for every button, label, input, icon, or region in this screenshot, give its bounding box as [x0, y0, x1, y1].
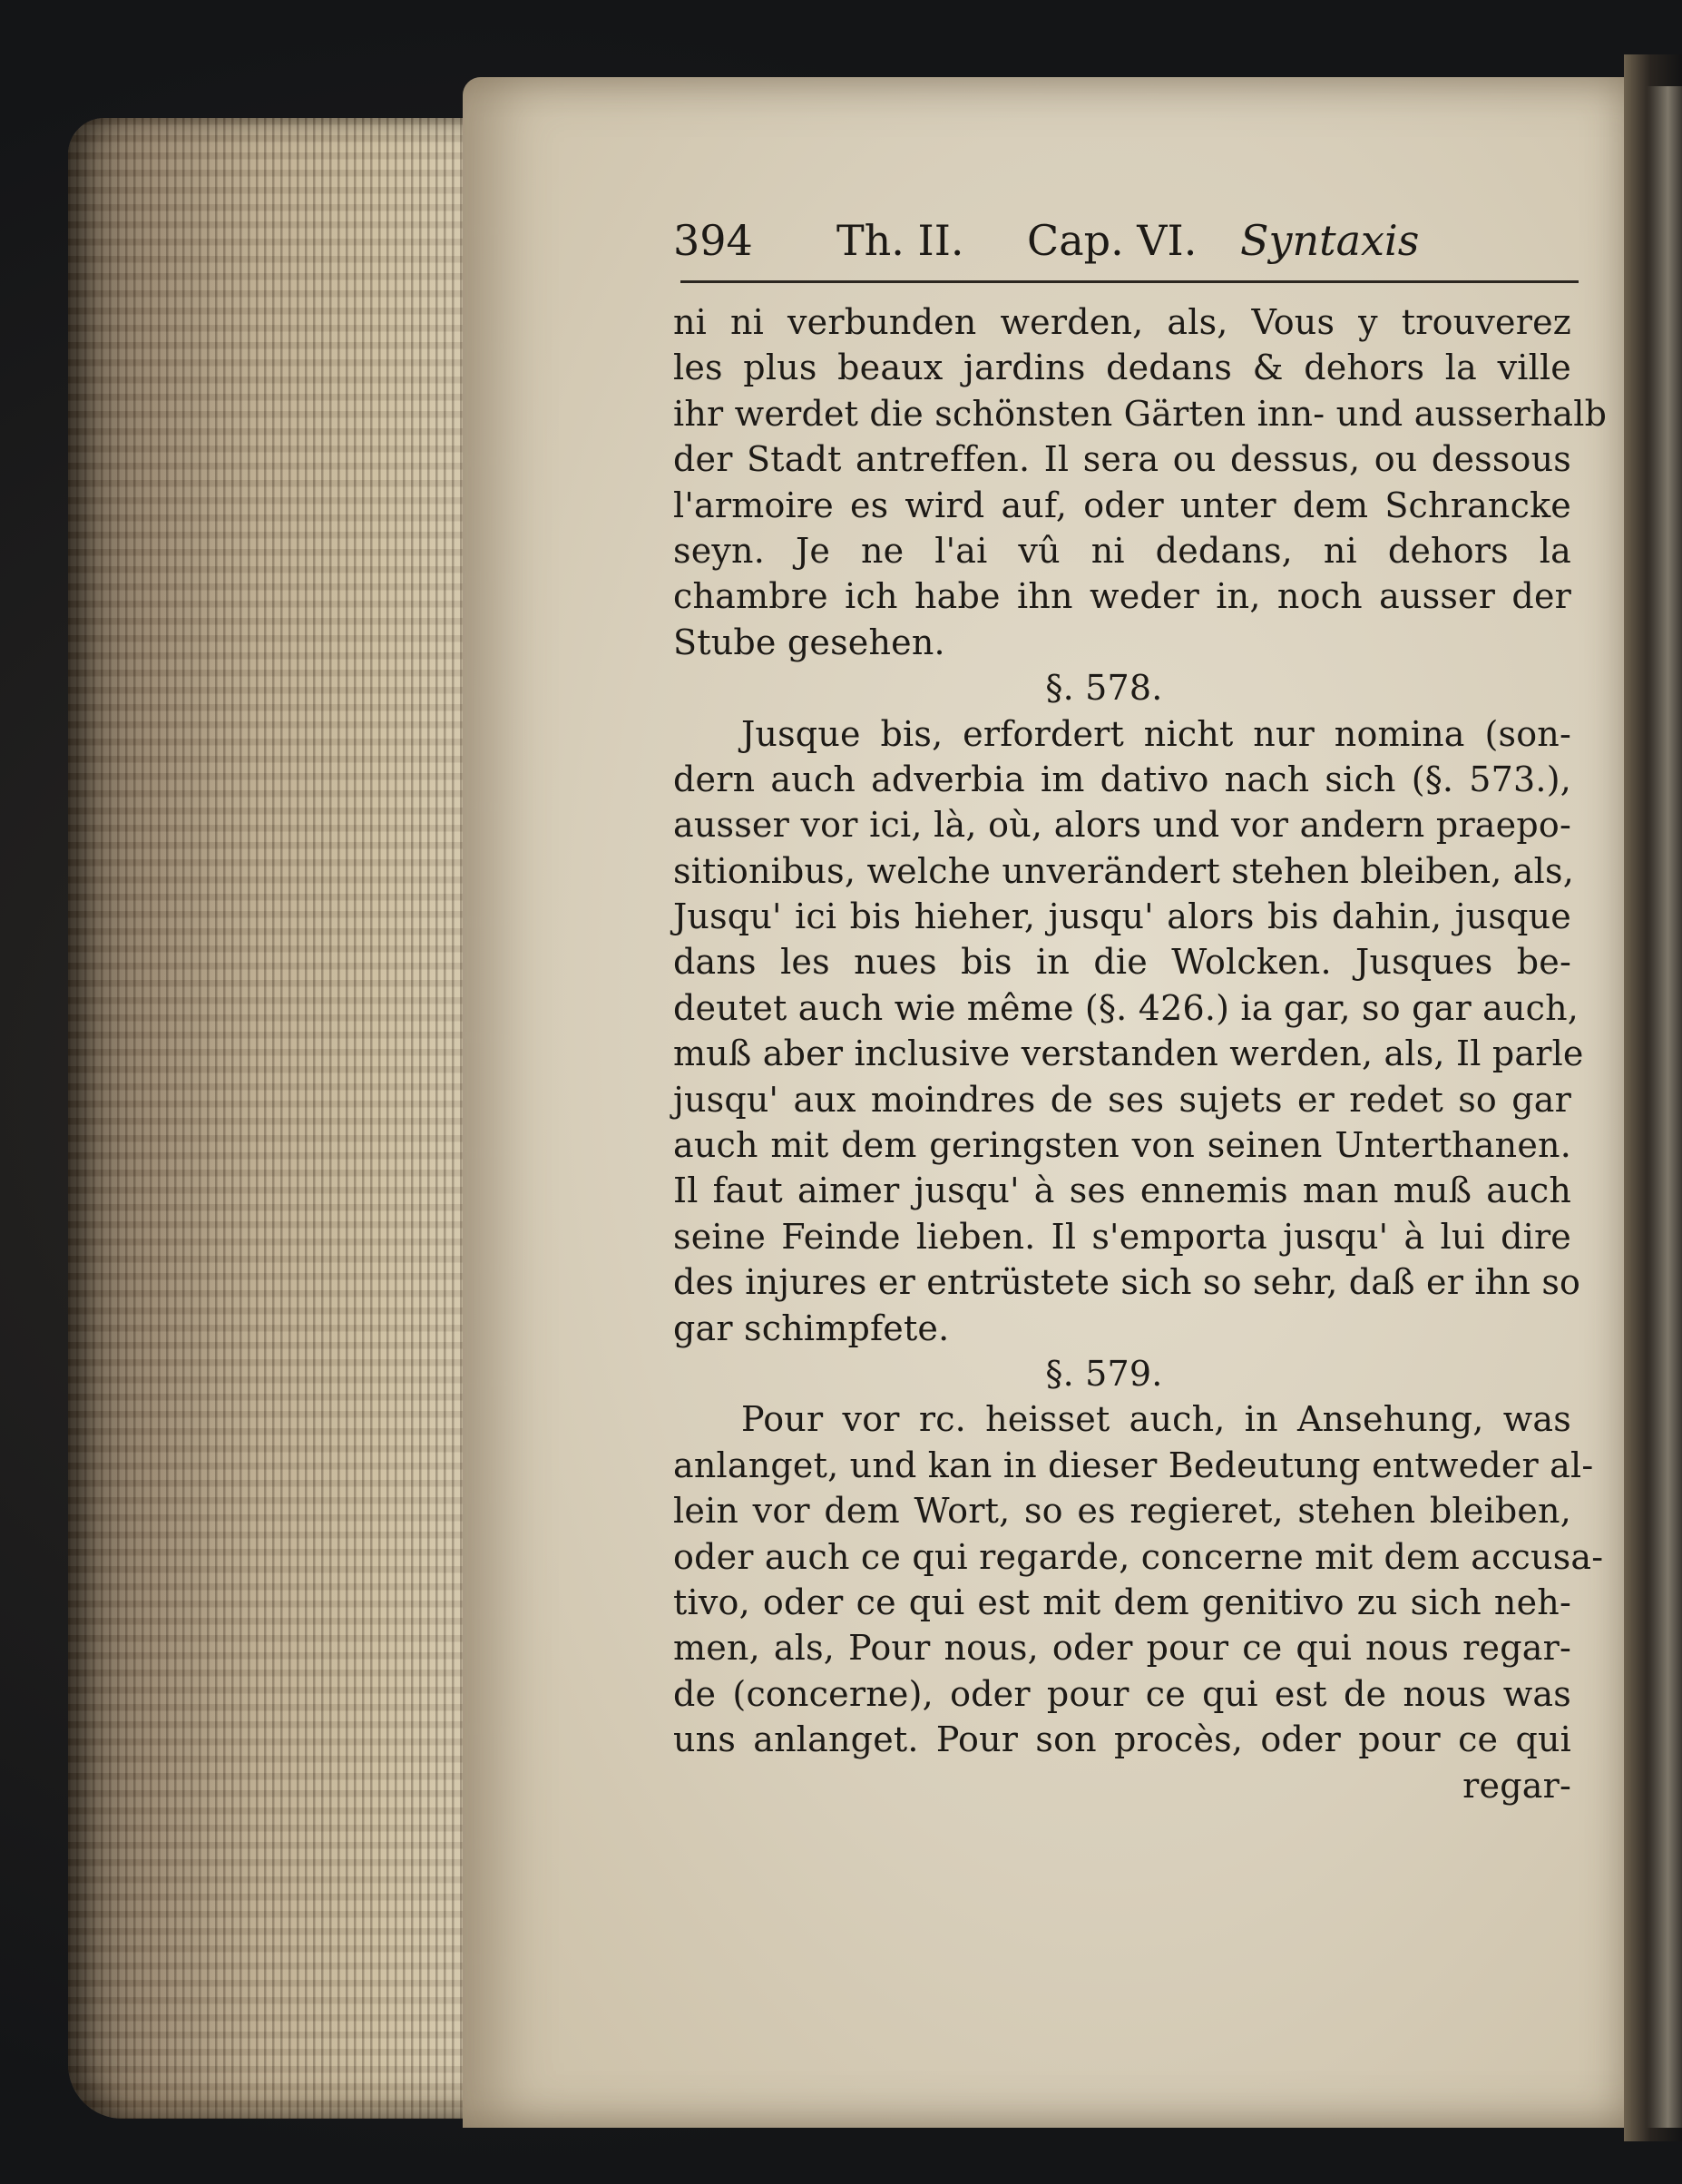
text-line: dans les nues bis in die Wolcken. Jusques be- [673, 942, 1571, 983]
text-line: ni ni verbunden werden, als, Vous y trouverez [673, 302, 1571, 342]
facing-page-edge [1647, 86, 1682, 2128]
part-label: Th. II. [836, 216, 964, 265]
text-line: muß aber inclusive verstanden werden, als, Il parle [673, 1033, 1584, 1074]
text-line: der Stadt antreffen. Il sera ou dessus, ou dessous [673, 439, 1571, 480]
text-line: l'armoire es wird auf, oder unter dem Schrancke [673, 485, 1571, 525]
catchword: regar- [1462, 1765, 1571, 1806]
header-rule [680, 280, 1579, 283]
text-line: chambre ich habe ihn weder in, noch ausser der [673, 576, 1571, 617]
text-block [673, 204, 1608, 1808]
chapter-label: Cap. VI. [1027, 216, 1198, 265]
text-line: uns anlanget. Pour son procès, oder pour ce qui [673, 1719, 1571, 1760]
text-line: Jusque bis, erfordert nicht nur nomina (son- [741, 713, 1571, 754]
running-head [673, 204, 1571, 277]
text-line: men, als, Pour nous, oder pour ce qui nous regar- [673, 1628, 1571, 1669]
text-line: gar schimpfete. [673, 1307, 950, 1348]
text-line: Pour vor rc. heisset auch, in Ansehung, was [741, 1399, 1571, 1440]
text-line: auch mit dem geringsten von seinen Unterthanen. [673, 1125, 1571, 1166]
section-label: Syntaxis [1240, 216, 1420, 265]
text-line: deutet auch wie même (§. 426.) ia gar, so gar auch, [673, 987, 1579, 1028]
section-number: §. 579. [1045, 1353, 1163, 1394]
section-number: §. 578. [1045, 668, 1163, 709]
text-line: Stube gesehen. [673, 622, 945, 662]
text-line: seine Feinde lieben. Il s'emporta jusqu' à lui dire [673, 1216, 1571, 1257]
text-line: tivo, oder ce qui est mit dem genitivo zu sich neh- [673, 1582, 1571, 1622]
text-line: Il faut aimer jusqu' à ses ennemis man muß auch [673, 1170, 1571, 1211]
text-line: ausser vor ici, là, où, alors und vor andern praepo- [673, 805, 1571, 846]
text-line: les plus beaux jardins dedans & dehors la ville [673, 348, 1571, 388]
text-line: seyn. Je ne l'ai vû ni dedans, ni dehors la [673, 530, 1571, 571]
text-line: dern auch adverbia im dativo nach sich (§. 573.), [673, 759, 1571, 799]
text-line: lein vor dem Wort, so es regieret, stehen bleiben, [673, 1491, 1571, 1532]
text-line: oder auch ce qui regarde, concerne mit dem accusa- [673, 1536, 1604, 1577]
text-line: de (concerne), oder pour ce qui est de nous was [673, 1673, 1571, 1714]
text-line: ihr werdet die schönsten Gärten inn- und ausserhalb [673, 393, 1608, 434]
page-number: 394 [673, 216, 753, 265]
text-line: Jusqu' ici bis hieher, jusqu' alors bis dahin, jusque [673, 896, 1571, 937]
text-line: jusqu' aux moindres de ses sujets er redet so gar [673, 1079, 1571, 1120]
page-stack-edge [68, 118, 494, 2119]
body-text [673, 299, 1608, 1808]
text-line: des injures er entrüstete sich so sehr, daß er ihn so [673, 1262, 1581, 1303]
text-line: anlanget, und kan in dieser Bedeutung entweder al- [673, 1445, 1594, 1485]
text-line: sitionibus, welche unverändert stehen bleiben, als, [673, 850, 1574, 891]
